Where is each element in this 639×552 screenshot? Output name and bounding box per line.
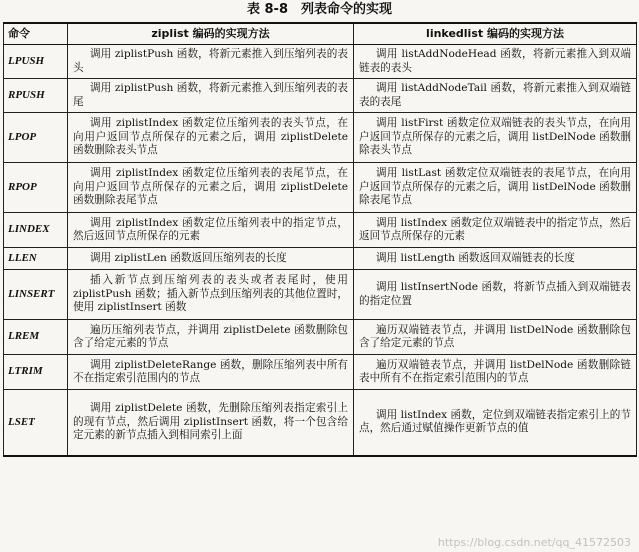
command-cell: LREM (4, 320, 68, 355)
ziplist-cell: 调用 ziplistPush 函数，将新元素推入到压缩列表的表尾 (68, 79, 354, 113)
command-cell: LSET (4, 390, 68, 456)
linkedlist-cell: 调用 listLength 函数返回双端链表的长度 (354, 248, 637, 270)
linkedlist-cell: 调用 listLast 函数定位双端链表的表尾节点，在向用户返回节点所保存的元素之后，调用 listDelNode 函数删除表尾节点 (354, 163, 637, 213)
linkedlist-cell: 遍历双端链表节点，并调用 listDelNode 函数删除包含了给定元素的节点 (354, 320, 637, 355)
header-linkedlist: linkedlist 编码的实现方法 (354, 23, 637, 45)
linkedlist-cell: 调用 listAddNodeHead 函数，将新元素推入到双端链表的表头 (354, 45, 637, 79)
table-row (4, 355, 637, 390)
command-cell: RPOP (4, 163, 68, 213)
ziplist-cell: 遍历压缩列表节点，并调用 ziplistDelete 函数删除包含了给定元素的节点 (68, 320, 354, 355)
table-row (4, 79, 637, 113)
table-row (4, 270, 637, 320)
ziplist-cell: 调用 ziplistDelete 函数，先删除压缩列表指定索引上的现有节点，然后调用 ziplistInsert 函数，将一个包含给定元素的新节点插入到相同索引上面 (68, 390, 354, 456)
command-cell: LPUSH (4, 45, 68, 79)
linkedlist-cell: 调用 listFirst 函数定位双端链表的表头节点，在向用户返回节点所保存的元素之后，调用 listDelNode 函数删除表头节点 (354, 113, 637, 163)
command-cell: LPOP (4, 113, 68, 163)
table-row (4, 163, 637, 213)
ziplist-cell: 调用 ziplistIndex 函数定位压缩列表的表尾节点，在向用户返回节点所保存的元素之后，调用 ziplistDelete 函数删除表尾节点 (68, 163, 354, 213)
table-row (4, 248, 637, 270)
watermark: https://blog.csdn.net/qq_41572503 (437, 536, 631, 549)
linkedlist-cell: 调用 listAddNodeTail 函数，将新元素推入到双端链表的表尾 (354, 79, 637, 113)
command-cell: LINDEX (4, 213, 68, 248)
ziplist-cell: 调用 ziplistIndex 函数定位压缩列表的表头节点，在向用户返回节点所保存的元素之后，调用 ziplistDelete 函数删除表头节点 (68, 113, 354, 163)
linkedlist-cell: 调用 listInsertNode 函数，将新节点插入到双端链表的指定位置 (354, 270, 637, 320)
command-cell: LTRIM (4, 355, 68, 390)
linkedlist-cell: 调用 listIndex 函数，定位到双端链表指定索引上的节点，然后通过赋值操作更新节点的值 (354, 390, 637, 456)
table-row (4, 390, 637, 456)
command-cell: RPUSH (4, 79, 68, 113)
table-row (4, 320, 637, 355)
header-ziplist: ziplist 编码的实现方法 (68, 23, 354, 45)
ziplist-cell: 调用 ziplistIndex 函数定位压缩列表中的指定节点，然后返回节点所保存的元素 (68, 213, 354, 248)
table-caption: 表 8-8 列表命令的实现 (246, 2, 392, 17)
ziplist-cell: 调用 ziplistPush 函数，将新元素推入到压缩列表的表头 (68, 45, 354, 79)
header-command: 命令 (4, 23, 68, 45)
linkedlist-cell: 遍历双端链表节点，并调用 listDelNode 函数删除链表中所有不在指定索引范围内的节点 (354, 355, 637, 390)
command-cell: LLEN (4, 248, 68, 270)
ziplist-cell: 调用 ziplistDeleteRange 函数，删除压缩列表中所有不在指定索引范围内的节点 (68, 355, 354, 390)
table-header-row (4, 23, 637, 45)
table-row (4, 213, 637, 248)
linkedlist-cell: 调用 listIndex 函数定位双端链表中的指定节点，然后返回节点所保存的元素 (354, 213, 637, 248)
list-commands-table (3, 22, 637, 457)
table-row (4, 113, 637, 163)
ziplist-cell: 调用 ziplistLen 函数返回压缩列表的长度 (68, 248, 354, 270)
command-cell: LINSERT (4, 270, 68, 320)
table-row (4, 45, 637, 79)
ziplist-cell: 插入新节点到压缩列表的表头或者表尾时，使用 ziplistPush 函数；插入新节点到压缩列表的其他位置时，使用 ziplistInsert 函数 (68, 270, 354, 320)
